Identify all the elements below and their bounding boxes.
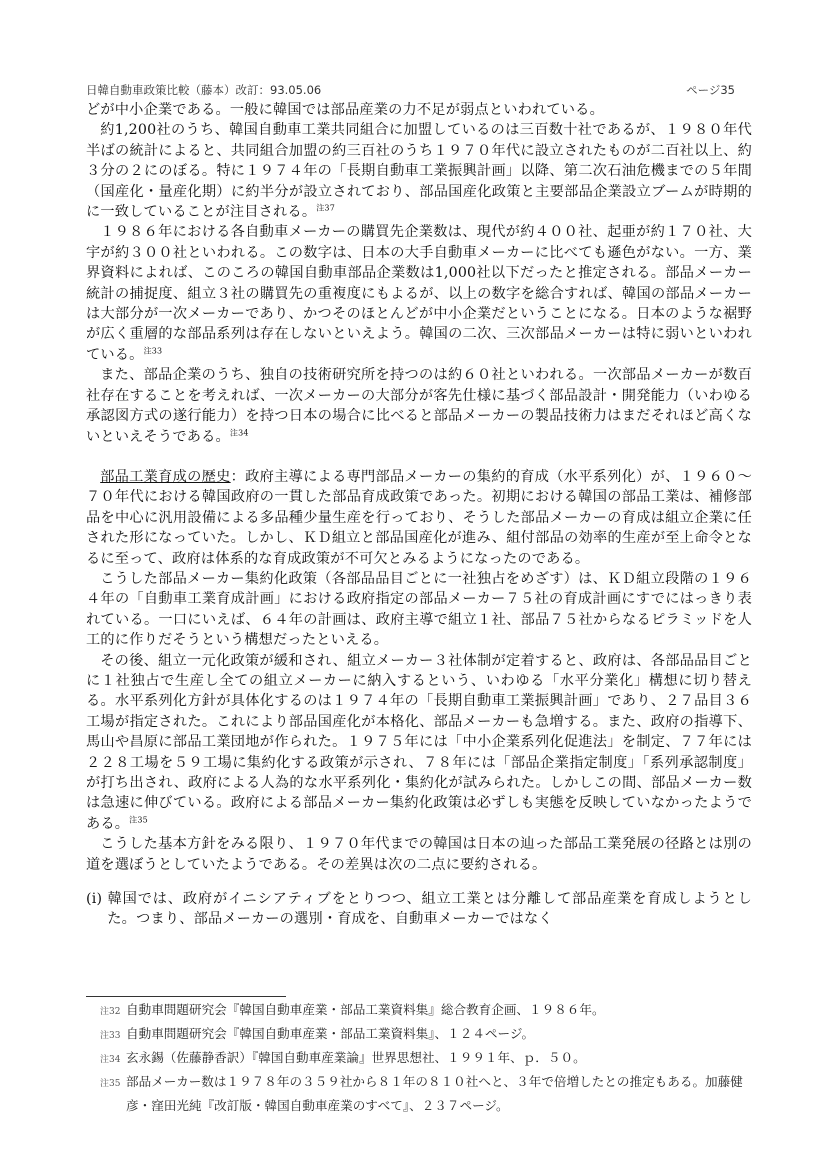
paragraph: どが中小企業である。一般に韓国では部品産業の力不足が弱点といわれている。 bbox=[86, 102, 604, 118]
header-title: 日韓自動車政策比較（藤本）改訂：93.05.06 bbox=[86, 83, 322, 97]
paragraph: こうした基本方針をみる限り、１９７０年代までの韓国は日本の辿った部品工業発展の径路とは別の道を選ぼうとしていたようである。その差異は次の二点に要約される。 bbox=[86, 836, 752, 873]
section-heading: 部品工業育成の歴史 bbox=[100, 468, 231, 485]
list-item: (i) 韓国では、政府がイニシアティブをとりつつ、組立工業とは分離して部品産業を育成しようとした。つまり、部品メーカーの選別・育成を、自動車メーカーではなく bbox=[86, 891, 752, 928]
footnote-ref: 注35 bbox=[129, 815, 148, 825]
footnote: 注34 玄永錫（佐藤静香訳）『韓国自動車産業論』世界思想社、１９９１年、ｐ．５０。 bbox=[100, 1050, 586, 1065]
paragraph: また、部品企業のうち、独自の技術研究所を持つのは約６０社といわれる。一次部品メーカーが数百社存在することを考えれば、一次メーカーの大部分が客先仕様に基づく部品設計・開発能力（いわゆる承認図方式の遂行能力）を持つ日本の場合に比べると部品メーカーの製品技術力はまだそれほど高くないといえそうである。$^{注34}$ bbox=[86, 367, 752, 445]
page-header bbox=[86, 82, 735, 100]
section-paragraph bbox=[86, 467, 752, 569]
body-text bbox=[86, 100, 752, 930]
footnote-divider bbox=[86, 996, 286, 997]
footnote-ref: 注33 bbox=[143, 346, 163, 356]
footnote: 注33 自動車問題研究会『韓国自動車産業・部品工業資料集』、１２４ページ。 bbox=[100, 1026, 535, 1041]
paragraph: １９８６年における各自動車メーカーの購買先企業数は、現代が約４００社、起亜が約１７０社、大宇が約３００社といわれる。この数字は、日本の大手自動車メーカーに比べても遜色がない。一方、業界資料によれば、このころの韓国自動車部品企業数は1,000社以下だったと推定される。部品メーカー統計の捕捉度、組立３社の購買先の重複度にもよるが、以上の数字を総合すれば、韓国の部品メーカーは大部分が一次メーカーであり、かつそのほとんどが中小企業だということになる。日本のような裾野が広く重層的な部品系列は存在しないといえよう。韓国の二次、三次部品メーカーは特に弱いといわれている。$^{注33}$ bbox=[86, 224, 752, 363]
footnote-ref: 注37 bbox=[316, 203, 335, 213]
page-number: ページ35 bbox=[686, 83, 735, 97]
footnote-ref: 注34 bbox=[229, 427, 249, 437]
footnote: 注32 自動車問題研究会『韓国自動車産業・部品工業資料集』総合教育企画、１９８６年。 bbox=[100, 1002, 605, 1017]
paragraph: その後、組立一元化政策が緩和され、組立メーカー３社体制が定着すると、政府は、各部品品目ごとに１社独占で生産し全ての組立メーカーに納入するという、いわゆる「水平分業化」構想に切り替える。水平系列化方針が具体化するのは１９７４年の「長期自動車工業振興計画」であり、２７品目３６工場が指定された。これにより部品国産化が本格化、部品メーカーも急増する。また、政府の指導下、馬山や昌原に部品工業団地が作られた。１９７５年には「中小企業系列化促進法」を制定、７７年には２２８工場を５９工場に集約化する政策が示され、７８年には「部品企業指定制度」「系列承認制度」が打ち出され、政府による人為的な水平系列化・集約化が試みられた。しかしこの間、部品メーカー数は急速に伸びている。政府による部品メーカー集約化政策は必ずしも実態を反映していなかったようである。$^{注35}$ bbox=[86, 652, 752, 832]
section-text: ：政府主導による専門部品メーカーの集約的育成（水平系列化）が、１９６０〜７０年代における韓国政府の一貫した部品育成政策であった。初期における韓国の部品工業は、補修部品を中心に汎用設備による多品種少量生産を行っており、そうした部品メーカーの育成は組立企業に任された形になっていた。しかし、ＫＤ組立と部品国産化が進み、組付部品の効率的生産が至上命令となるに至って、政府は体系的な育成政策が不可欠とみるようになったのである。 bbox=[86, 468, 752, 567]
footnote: 注35 部品メーカー数は１９７８年の３５９社から８１年の８１０社へと、３年で倍増したとの推定もある。加藤健彦・窪田光純『改訂版・韓国自動車産業のすべて』、２３７ページ。 bbox=[100, 1074, 743, 1113]
paragraph-gap bbox=[86, 447, 752, 467]
paragraph: こうした部品メーカー集約化政策（各部品品目ごとに一社独占をめざす）は、ＫＤ組立段階の１９６４年の「自動車工業育成計画」における政府指定の部品メーカー７５社の育成計画にすでにはっきり表れている。一口にいえば、６４年の計画は、政府主導で組立１社、部品７５社からなるピラミッドを人工的に作りだそうという構想だったといえる。 bbox=[86, 570, 752, 649]
paragraph: 約1,200社のうち、韓国自動車工業共同組合に加盟しているのは三百数十社であるが、１９８０年代半ばの統計によると、共同組合加盟の約三百社のうち１９７０年代に設立されたものが二百社以上、約３分の２にのぼる。特に１９７４年の「長期自動車工業振興計画」以降、第二次石油危機までの５年間（国産化・量産化期）に約半分が設立されており、部品国産化政策と主要部品企業設立ブームが時期的に一致していることが注目される。$^{注37}$ bbox=[86, 122, 752, 221]
footnotes bbox=[100, 999, 750, 1117]
